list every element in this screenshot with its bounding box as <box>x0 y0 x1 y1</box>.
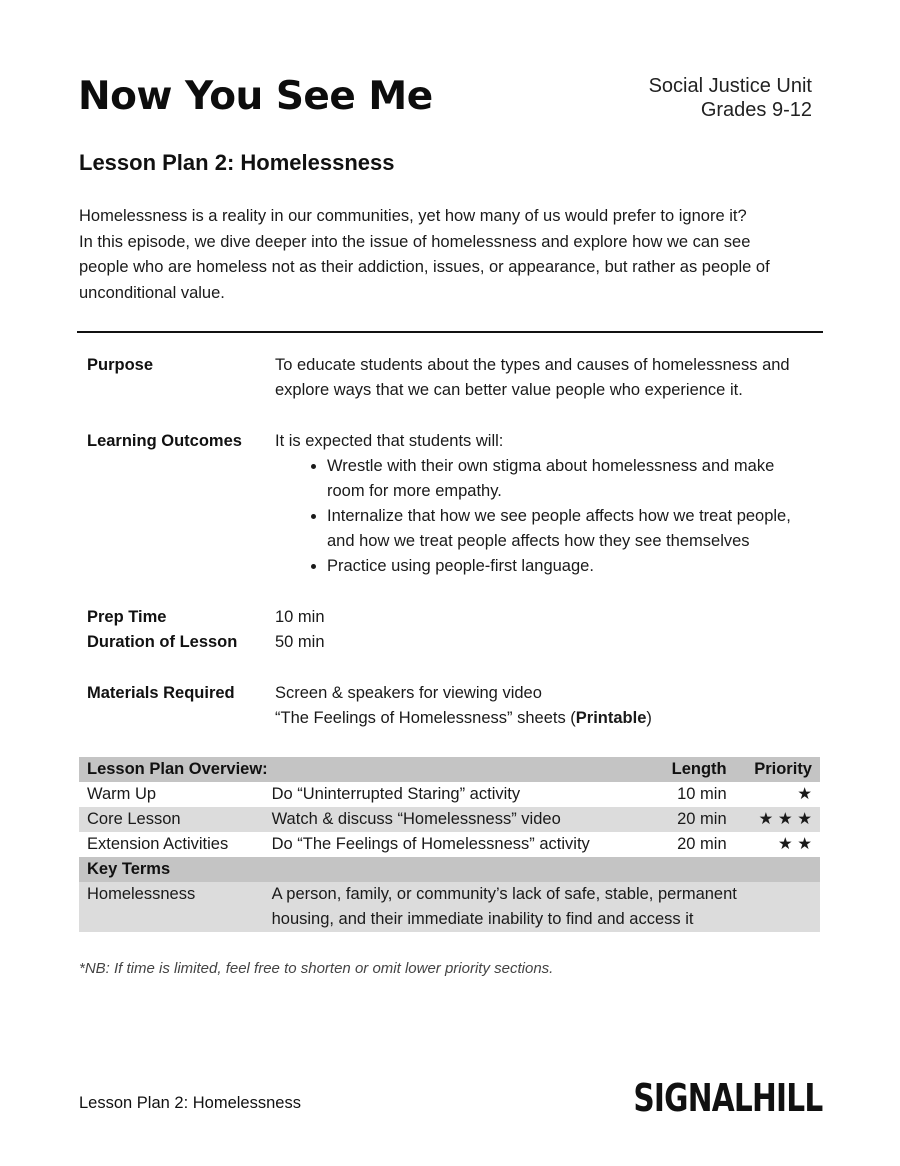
learning-outcomes-list <box>275 454 815 579</box>
activity-name: Warm Up <box>79 782 264 807</box>
activity-description: Watch & discuss “Homelessness” video <box>264 807 646 832</box>
key-term-definition: A person, family, or community’s lack of safe, stable, permanent housing, and their immediate inability to find and access it <box>264 882 820 932</box>
intro-paragraph <box>79 204 799 306</box>
list-item: • Internalize that how we see people affects how we treat people, and how we treat people affects how they see themselves <box>327 504 815 554</box>
materials-line-2 <box>275 706 815 731</box>
signalhill-logo: SIGNALHILL <box>632 1076 822 1120</box>
activity-priority: ★ ★ <box>735 832 820 857</box>
footer-label: Lesson Plan 2: Homelessness <box>79 1094 301 1112</box>
table-row <box>79 782 820 807</box>
materials-content <box>275 681 815 731</box>
learning-outcomes-label: Learning Outcomes <box>87 432 242 450</box>
prep-time-value: 10 min <box>275 608 325 626</box>
activity-priority: ★ <box>735 782 820 807</box>
unit-info <box>649 74 812 122</box>
activity-length: 10 min <box>646 782 735 807</box>
learning-outcomes-content <box>275 429 815 579</box>
key-terms-header: Key Terms <box>79 857 820 882</box>
key-term-row <box>79 882 820 932</box>
activity-length: 20 min <box>646 832 735 857</box>
materials-line-2-prefix: “The Feelings of Homelessness” sheets ( <box>275 709 576 727</box>
prep-time-label: Prep Time <box>87 608 167 626</box>
list-item: • Practice using people-first language. <box>327 554 815 579</box>
activity-priority: ★ ★ ★ <box>735 807 820 832</box>
intro-line-2: In this episode, we dive deeper into the issue of homelessness and explore how we can see people who are homeless not as their addiction, issues, or appearance, but rather as people of unconditional value. <box>79 232 770 302</box>
length-header: Length <box>646 757 735 782</box>
table-row <box>79 832 820 857</box>
duration-value: 50 min <box>275 633 325 651</box>
activity-name: Extension Activities <box>79 832 264 857</box>
materials-line-2-suffix: ) <box>646 709 652 727</box>
activity-length: 20 min <box>646 807 735 832</box>
printable-link[interactable]: Printable <box>575 709 647 727</box>
unit-name: Social Justice Unit <box>648 75 812 97</box>
materials-line-1: Screen & speakers for viewing video <box>275 684 542 702</box>
lesson-overview-table <box>79 757 820 932</box>
key-term: Homelessness <box>79 882 264 932</box>
learning-outcomes-intro: It is expected that students will: <box>275 432 504 450</box>
activity-name: Core Lesson <box>79 807 264 832</box>
lesson-heading: Lesson Plan 2: Homelessness <box>79 150 395 175</box>
activity-description: Do “The Feelings of Homelessness” activity <box>264 832 646 857</box>
priority-header: Priority <box>735 757 820 782</box>
overview-header-row <box>79 757 820 782</box>
key-terms-header-row <box>79 857 820 882</box>
table-row <box>79 807 820 832</box>
document-title: Now You See Me <box>78 74 433 119</box>
overview-header: Lesson Plan Overview: <box>79 757 646 782</box>
time-note: *NB: If time is limited, feel free to shorten or omit lower priority sections. <box>79 960 554 977</box>
list-item: • Wrestle with their own stigma about homelessness and make room for more empathy. <box>327 454 815 504</box>
materials-label: Materials Required <box>87 684 235 702</box>
section-divider <box>77 331 823 333</box>
grade-range: Grades 9-12 <box>700 99 812 121</box>
purpose-text: To educate students about the types and causes of homelessness and explore ways that we can better value people who experience it. <box>275 356 790 399</box>
intro-line-1: Homelessness is a reality in our communities, yet how many of us would prefer to ignore it? <box>79 207 747 225</box>
duration-label: Duration of Lesson <box>87 633 238 651</box>
activity-description: Do “Uninterrupted Staring” activity <box>264 782 646 807</box>
purpose-label: Purpose <box>87 356 154 374</box>
